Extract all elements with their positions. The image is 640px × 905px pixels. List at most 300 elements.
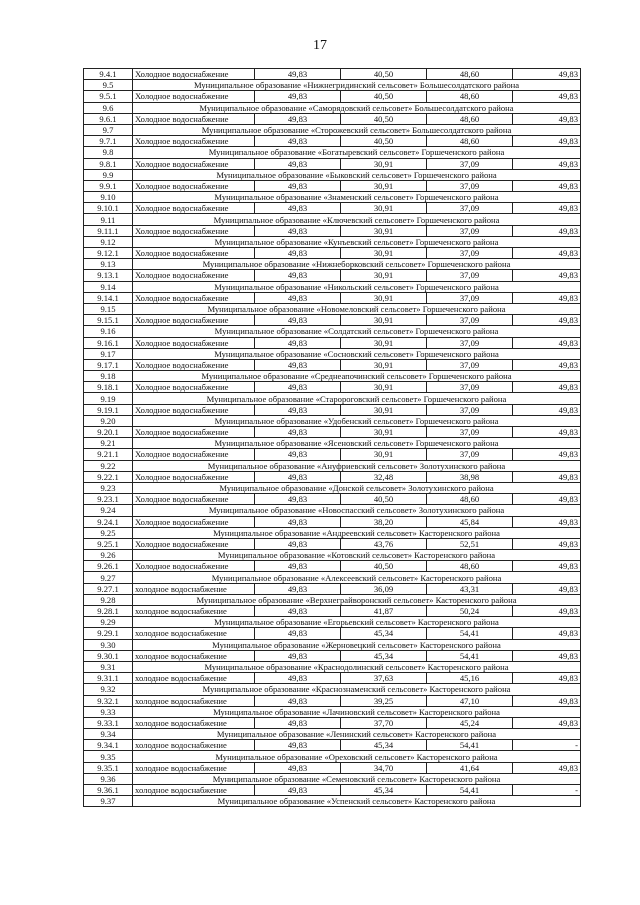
- service-name: холодное водоснабжение: [133, 717, 255, 728]
- row-number: 9.32.1: [84, 695, 133, 706]
- service-row: [84, 449, 581, 460]
- tariff-value-1: 49,83: [255, 785, 341, 796]
- municipality-name: Муниципальное образование «Алексеевский сельсовет» Касторенского района: [133, 572, 581, 583]
- tariff-value-2: 30,91: [341, 449, 427, 460]
- tariff-value-1: 49,83: [255, 136, 341, 147]
- tariff-value-2: 37,70: [341, 717, 427, 728]
- tariff-table: [83, 68, 581, 807]
- tariff-value-1: 49,83: [255, 740, 341, 751]
- municipality-row: [84, 192, 581, 203]
- row-number: 9.11: [84, 214, 133, 225]
- service-name: Холодное водоснабжение: [133, 516, 255, 527]
- row-number: 9.20: [84, 415, 133, 426]
- service-row: [84, 158, 581, 169]
- tariff-value-1: 49,83: [255, 516, 341, 527]
- municipality-row: [84, 617, 581, 628]
- municipality-name: Муниципальное образование «Никольский сельсовет» Горшеченского района: [133, 281, 581, 292]
- tariff-value-2: 36,09: [341, 583, 427, 594]
- row-number: 9.28.1: [84, 606, 133, 617]
- tariff-value-1: 49,83: [255, 494, 341, 505]
- row-number: 9.30: [84, 639, 133, 650]
- municipality-row: [84, 796, 581, 807]
- service-name: Холодное водоснабжение: [133, 91, 255, 102]
- tariff-value-4: 49,83: [513, 471, 581, 482]
- row-number: 9.13.1: [84, 270, 133, 281]
- service-row: [84, 762, 581, 773]
- row-number: 9.7: [84, 124, 133, 135]
- row-number: 9.18: [84, 371, 133, 382]
- municipality-name: Муниципальное образование «Андреевский сельсовет» Касторенского района: [133, 527, 581, 538]
- tariff-value-4: 49,83: [513, 91, 581, 102]
- municipality-name: Муниципальное образование «Солдатский сельсовет» Горшеченского района: [133, 326, 581, 337]
- service-row: [84, 69, 581, 80]
- tariff-value-2: 45,34: [341, 628, 427, 639]
- municipality-name: Муниципальное образование «Богатыревский сельсовет» Горшеченского района: [133, 147, 581, 158]
- tariff-value-4: 49,83: [513, 449, 581, 460]
- tariff-value-1: 49,83: [255, 225, 341, 236]
- tariff-value-4: 49,83: [513, 516, 581, 527]
- tariff-value-3: 37,09: [427, 203, 513, 214]
- tariff-value-1: 49,83: [255, 717, 341, 728]
- service-name: холодное водоснабжение: [133, 740, 255, 751]
- service-row: [84, 650, 581, 661]
- tariff-value-4: 49,83: [513, 158, 581, 169]
- tariff-value-3: 37,09: [427, 337, 513, 348]
- tariff-value-2: 30,91: [341, 359, 427, 370]
- row-number: 9.6: [84, 102, 133, 113]
- municipality-name: Муниципальное образование «Ореховский сельсовет» Касторенского района: [133, 751, 581, 762]
- tariff-value-3: 37,09: [427, 382, 513, 393]
- municipality-row: [84, 550, 581, 561]
- tariff-value-1: 49,83: [255, 203, 341, 214]
- municipality-row: [84, 594, 581, 605]
- tariff-value-1: 49,83: [255, 337, 341, 348]
- row-number: 9.22.1: [84, 471, 133, 482]
- municipality-name: Муниципальное образование «Донской сельсовет» Золотухинского района: [133, 482, 581, 493]
- tariff-value-4: 49,83: [513, 583, 581, 594]
- tariff-value-3: 37,09: [427, 449, 513, 460]
- service-row: [84, 561, 581, 572]
- municipality-row: [84, 572, 581, 583]
- municipality-name: Муниципальное образование «Среднеапочинский сельсовет» Горшеченского района: [133, 371, 581, 382]
- row-number: 9.25.1: [84, 538, 133, 549]
- service-row: [84, 427, 581, 438]
- tariff-value-3: 37,09: [427, 270, 513, 281]
- service-name: Холодное водоснабжение: [133, 69, 255, 80]
- tariff-value-1: 49,83: [255, 180, 341, 191]
- row-number: 9.15: [84, 303, 133, 314]
- row-number: 9.5: [84, 80, 133, 91]
- service-row: [84, 359, 581, 370]
- tariff-value-3: 37,09: [427, 225, 513, 236]
- row-number: 9.25: [84, 527, 133, 538]
- row-number: 9.32: [84, 684, 133, 695]
- tariff-value-4: 49,83: [513, 292, 581, 303]
- municipality-row: [84, 482, 581, 493]
- service-row: [84, 471, 581, 482]
- tariff-value-2: 30,91: [341, 337, 427, 348]
- tariff-value-4: 49,83: [513, 427, 581, 438]
- service-row: [84, 516, 581, 527]
- tariff-value-3: 37,09: [427, 359, 513, 370]
- municipality-name: Муниципальное образование «Кунъевский сельсовет» Горшеченского района: [133, 236, 581, 247]
- tariff-value-2: 37,63: [341, 673, 427, 684]
- tariff-value-2: 45,34: [341, 650, 427, 661]
- row-number: 9.34.1: [84, 740, 133, 751]
- row-number: 9.9.1: [84, 180, 133, 191]
- tariff-value-2: 30,91: [341, 158, 427, 169]
- service-row: [84, 404, 581, 415]
- municipality-row: [84, 326, 581, 337]
- tariff-value-4: 49,83: [513, 717, 581, 728]
- tariff-value-1: 49,83: [255, 583, 341, 594]
- tariff-value-1: 49,83: [255, 113, 341, 124]
- municipality-row: [84, 259, 581, 270]
- tariff-value-2: 30,91: [341, 382, 427, 393]
- municipality-row: [84, 236, 581, 247]
- service-row: [84, 382, 581, 393]
- municipality-name: Муниципальное образование «Краснодолинский сельсовет» Касторенского района: [133, 661, 581, 672]
- service-row: [84, 785, 581, 796]
- tariff-value-1: 49,83: [255, 404, 341, 415]
- tariff-value-3: 50,24: [427, 606, 513, 617]
- row-number: 9.27: [84, 572, 133, 583]
- service-name: Холодное водоснабжение: [133, 203, 255, 214]
- municipality-row: [84, 661, 581, 672]
- row-number: 9.31: [84, 661, 133, 672]
- municipality-name: Муниципальное образование «Новоспасский сельсовет» Золотухинского района: [133, 505, 581, 516]
- service-name: Холодное водоснабжение: [133, 113, 255, 124]
- municipality-row: [84, 169, 581, 180]
- tariff-value-1: 49,83: [255, 158, 341, 169]
- tariff-value-3: 52,51: [427, 538, 513, 549]
- municipality-row: [84, 124, 581, 135]
- service-row: [84, 538, 581, 549]
- municipality-name: Муниципальное образование «Успенский сельсовет» Касторенского района: [133, 796, 581, 807]
- tariff-value-4: 49,83: [513, 628, 581, 639]
- row-number: 9.16: [84, 326, 133, 337]
- municipality-name: Муниципальное образование «Старороговский сельсовет» Горшеченского района: [133, 393, 581, 404]
- row-number: 9.26: [84, 550, 133, 561]
- municipality-row: [84, 438, 581, 449]
- service-name: Холодное водоснабжение: [133, 270, 255, 281]
- tariff-value-4: 49,83: [513, 762, 581, 773]
- municipality-row: [84, 460, 581, 471]
- municipality-row: [84, 527, 581, 538]
- row-number: 9.19.1: [84, 404, 133, 415]
- service-name: Холодное водоснабжение: [133, 359, 255, 370]
- municipality-row: [84, 505, 581, 516]
- row-number: 9.33: [84, 706, 133, 717]
- tariff-value-3: 45,84: [427, 516, 513, 527]
- service-name: холодное водоснабжение: [133, 762, 255, 773]
- service-name: холодное водоснабжение: [133, 583, 255, 594]
- tariff-value-4: 49,83: [513, 315, 581, 326]
- tariff-value-4: 49,83: [513, 650, 581, 661]
- tariff-value-4: 49,83: [513, 113, 581, 124]
- tariff-value-2: 30,91: [341, 248, 427, 259]
- tariff-value-3: 37,09: [427, 427, 513, 438]
- row-number: 9.16.1: [84, 337, 133, 348]
- tariff-value-3: 45,16: [427, 673, 513, 684]
- row-number: 9.29.1: [84, 628, 133, 639]
- tariff-value-3: 54,41: [427, 628, 513, 639]
- tariff-value-1: 49,83: [255, 427, 341, 438]
- row-number: 9.12.1: [84, 248, 133, 259]
- row-number: 9.21.1: [84, 449, 133, 460]
- service-row: [84, 292, 581, 303]
- row-number: 9.8: [84, 147, 133, 158]
- service-row: [84, 225, 581, 236]
- tariff-value-3: 48,60: [427, 69, 513, 80]
- tariff-value-2: 40,50: [341, 91, 427, 102]
- row-number: 9.34: [84, 729, 133, 740]
- tariff-value-4: 49,83: [513, 337, 581, 348]
- tariff-value-3: 45,24: [427, 717, 513, 728]
- tariff-value-2: 40,50: [341, 561, 427, 572]
- service-name: Холодное водоснабжение: [133, 337, 255, 348]
- tariff-value-1: 49,83: [255, 359, 341, 370]
- tariff-value-2: 38,20: [341, 516, 427, 527]
- service-name: Холодное водоснабжение: [133, 404, 255, 415]
- service-name: Холодное водоснабжение: [133, 180, 255, 191]
- tariff-value-2: 39,25: [341, 695, 427, 706]
- municipality-name: Муниципальное образование «Ясеновский сельсовет» Горшеченского района: [133, 438, 581, 449]
- row-number: 9.31.1: [84, 673, 133, 684]
- tariff-value-3: 37,09: [427, 158, 513, 169]
- row-number: 9.18.1: [84, 382, 133, 393]
- service-name: Холодное водоснабжение: [133, 494, 255, 505]
- row-number: 9.19: [84, 393, 133, 404]
- tariff-value-1: 49,83: [255, 471, 341, 482]
- tariff-value-4: 49,83: [513, 538, 581, 549]
- municipality-name: Муниципальное образование «Верхнеграйворонский сельсовет» Касторенского района: [133, 594, 581, 605]
- municipality-name: Муниципальное образование «Знаменский сельсовет» Горшеченского района: [133, 192, 581, 203]
- tariff-value-1: 49,83: [255, 673, 341, 684]
- municipality-row: [84, 773, 581, 784]
- row-number: 9.23.1: [84, 494, 133, 505]
- tariff-value-4: 49,83: [513, 180, 581, 191]
- municipality-row: [84, 639, 581, 650]
- tariff-value-3: 37,09: [427, 404, 513, 415]
- tariff-value-2: 34,70: [341, 762, 427, 773]
- municipality-name: Муниципальное образование «Быковский сельсовет» Горшеченского района: [133, 169, 581, 180]
- municipality-row: [84, 147, 581, 158]
- tariff-value-1: 49,83: [255, 91, 341, 102]
- row-number: 9.21: [84, 438, 133, 449]
- municipality-name: Муниципальное образование «Краснознаменский сельсовет» Касторенского района: [133, 684, 581, 695]
- municipality-name: Муниципальное образование «Саморядовский сельсовет» Большесолдатского района: [133, 102, 581, 113]
- tariff-value-4: -: [513, 740, 581, 751]
- tariff-value-4: 49,83: [513, 382, 581, 393]
- tariff-value-4: 49,83: [513, 494, 581, 505]
- municipality-name: Муниципальное образование «Ключевский сельсовет» Горшеченского района: [133, 214, 581, 225]
- row-number: 9.14.1: [84, 292, 133, 303]
- tariff-value-3: 48,60: [427, 113, 513, 124]
- page-number: 17: [313, 38, 327, 53]
- tariff-value-3: 37,09: [427, 248, 513, 259]
- municipality-row: [84, 415, 581, 426]
- municipality-name: Муниципальное образование «Лачиновский сельсовет» Касторенского района: [133, 706, 581, 717]
- service-name: Холодное водоснабжение: [133, 315, 255, 326]
- service-name: Холодное водоснабжение: [133, 158, 255, 169]
- tariff-value-2: 30,91: [341, 203, 427, 214]
- tariff-value-1: 49,83: [255, 561, 341, 572]
- service-name: Холодное водоснабжение: [133, 248, 255, 259]
- tariff-value-3: 47,10: [427, 695, 513, 706]
- tariff-value-4: 49,83: [513, 136, 581, 147]
- tariff-value-2: 30,91: [341, 427, 427, 438]
- row-number: 9.12: [84, 236, 133, 247]
- row-number: 9.23: [84, 482, 133, 493]
- tariff-value-1: 49,83: [255, 538, 341, 549]
- municipality-name: Муниципальное образование «Котовский сельсовет» Касторенского района: [133, 550, 581, 561]
- service-name: Холодное водоснабжение: [133, 427, 255, 438]
- service-row: [84, 583, 581, 594]
- tariff-value-1: 49,83: [255, 695, 341, 706]
- row-number: 9.35.1: [84, 762, 133, 773]
- service-row: [84, 180, 581, 191]
- tariff-value-2: 40,50: [341, 113, 427, 124]
- tariff-value-3: 54,41: [427, 740, 513, 751]
- municipality-row: [84, 393, 581, 404]
- tariff-value-1: 49,83: [255, 270, 341, 281]
- service-row: [84, 248, 581, 259]
- municipality-name: Муниципальное образование «Нижнегридинский сельсовет» Большесолдатского района: [133, 80, 581, 91]
- tariff-value-1: 49,83: [255, 650, 341, 661]
- tariff-value-2: 40,50: [341, 494, 427, 505]
- service-row: [84, 91, 581, 102]
- tariff-table-body: [84, 69, 581, 807]
- tariff-value-2: 40,50: [341, 136, 427, 147]
- tariff-value-2: 30,91: [341, 292, 427, 303]
- tariff-value-1: 49,83: [255, 762, 341, 773]
- tariff-value-2: 30,91: [341, 404, 427, 415]
- service-row: [84, 673, 581, 684]
- tariff-value-1: 49,83: [255, 248, 341, 259]
- tariff-value-3: 41,64: [427, 762, 513, 773]
- row-number: 9.9: [84, 169, 133, 180]
- municipality-row: [84, 80, 581, 91]
- row-number: 9.36: [84, 773, 133, 784]
- municipality-row: [84, 281, 581, 292]
- row-number: 9.24.1: [84, 516, 133, 527]
- municipality-name: Муниципальное образование «Сосновский сельсовет» Горшеченского района: [133, 348, 581, 359]
- row-number: 9.17.1: [84, 359, 133, 370]
- row-number: 9.5.1: [84, 91, 133, 102]
- tariff-value-2: 43,76: [341, 538, 427, 549]
- tariff-value-4: 49,83: [513, 203, 581, 214]
- tariff-value-1: 49,83: [255, 315, 341, 326]
- tariff-value-3: 48,60: [427, 561, 513, 572]
- service-row: [84, 695, 581, 706]
- municipality-name: Муниципальное образование «Ануфриевский сельсовет» Золотухинского района: [133, 460, 581, 471]
- service-row: [84, 494, 581, 505]
- municipality-row: [84, 102, 581, 113]
- tariff-value-4: 49,83: [513, 561, 581, 572]
- row-number: 9.11.1: [84, 225, 133, 236]
- tariff-value-1: 49,83: [255, 628, 341, 639]
- tariff-value-3: 38,98: [427, 471, 513, 482]
- service-name: холодное водоснабжение: [133, 650, 255, 661]
- municipality-row: [84, 214, 581, 225]
- row-number: 9.6.1: [84, 113, 133, 124]
- service-name: Холодное водоснабжение: [133, 292, 255, 303]
- municipality-row: [84, 348, 581, 359]
- municipality-name: Муниципальное образование «Семеновский сельсовет» Касторенского района: [133, 773, 581, 784]
- municipality-row: [84, 729, 581, 740]
- tariff-value-2: 45,34: [341, 740, 427, 751]
- service-row: [84, 203, 581, 214]
- row-number: 9.28: [84, 594, 133, 605]
- municipality-name: Муниципальное образование «Жерновецкий сельсовет» Касторенского района: [133, 639, 581, 650]
- tariff-value-4: 49,83: [513, 359, 581, 370]
- row-number: 9.7.1: [84, 136, 133, 147]
- tariff-value-1: 49,83: [255, 449, 341, 460]
- service-name: холодное водоснабжение: [133, 606, 255, 617]
- municipality-row: [84, 706, 581, 717]
- row-number: 9.10: [84, 192, 133, 203]
- tariff-value-3: 54,41: [427, 650, 513, 661]
- service-name: Холодное водоснабжение: [133, 471, 255, 482]
- row-number: 9.36.1: [84, 785, 133, 796]
- service-row: [84, 270, 581, 281]
- tariff-value-3: 48,60: [427, 91, 513, 102]
- tariff-value-4: 49,83: [513, 695, 581, 706]
- tariff-value-3: 48,60: [427, 136, 513, 147]
- service-name: холодное водоснабжение: [133, 628, 255, 639]
- service-row: [84, 113, 581, 124]
- tariff-value-2: 41,87: [341, 606, 427, 617]
- service-row: [84, 740, 581, 751]
- service-name: Холодное водоснабжение: [133, 449, 255, 460]
- row-number: 9.24: [84, 505, 133, 516]
- tariff-value-4: -: [513, 785, 581, 796]
- tariff-value-3: 37,09: [427, 315, 513, 326]
- tariff-value-2: 30,91: [341, 180, 427, 191]
- tariff-value-4: 49,83: [513, 404, 581, 415]
- row-number: 9.20.1: [84, 427, 133, 438]
- row-number: 9.13: [84, 259, 133, 270]
- tariff-value-3: 37,09: [427, 292, 513, 303]
- tariff-value-2: 32,48: [341, 471, 427, 482]
- row-number: 9.8.1: [84, 158, 133, 169]
- service-name: холодное водоснабжение: [133, 785, 255, 796]
- tariff-value-1: 49,83: [255, 382, 341, 393]
- service-row: [84, 717, 581, 728]
- tariff-value-4: 49,83: [513, 673, 581, 684]
- row-number: 9.4.1: [84, 69, 133, 80]
- service-name: холодное водоснабжение: [133, 695, 255, 706]
- tariff-value-2: 40,50: [341, 69, 427, 80]
- tariff-value-1: 49,83: [255, 69, 341, 80]
- tariff-value-3: 48,60: [427, 494, 513, 505]
- row-number: 9.35: [84, 751, 133, 762]
- service-name: холодное водоснабжение: [133, 673, 255, 684]
- service-name: Холодное водоснабжение: [133, 561, 255, 572]
- service-name: Холодное водоснабжение: [133, 538, 255, 549]
- municipality-row: [84, 751, 581, 762]
- service-row: [84, 628, 581, 639]
- tariff-value-2: 30,91: [341, 270, 427, 281]
- municipality-row: [84, 684, 581, 695]
- municipality-name: Муниципальное образование «Новомеловский сельсовет» Горшеченского района: [133, 303, 581, 314]
- service-row: [84, 337, 581, 348]
- tariff-value-4: 49,83: [513, 225, 581, 236]
- service-row: [84, 606, 581, 617]
- tariff-value-2: 30,91: [341, 315, 427, 326]
- row-number: 9.22: [84, 460, 133, 471]
